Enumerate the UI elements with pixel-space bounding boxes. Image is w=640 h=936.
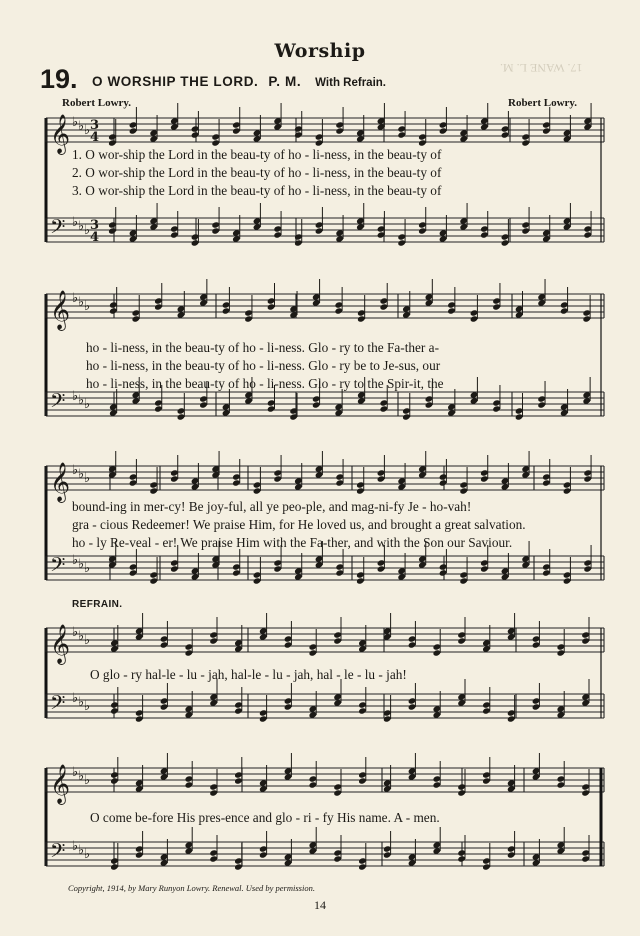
flat-icon: ♭ — [72, 389, 79, 404]
flat-icon: ♭ — [72, 691, 79, 706]
flat-icon: ♭ — [84, 123, 91, 138]
refrain-label: REFRAIN. — [72, 599, 123, 610]
flat-icon: ♭ — [78, 467, 85, 482]
time-signature: 4 — [90, 130, 100, 145]
page-number: 14 — [314, 898, 326, 912]
author-credit: Robert Lowry. — [62, 97, 132, 109]
flat-icon: ♭ — [78, 629, 85, 644]
treble-clef-icon: 𝄞 — [50, 624, 71, 664]
lyric-line: gra - cious Redeemer! We praise Him, for He loved us, and brought a great salvation. — [72, 517, 526, 532]
lyric-line: ho - li-ness, in the beau-ty of ho - li-ness. Glo - ry be to Je-sus, our — [86, 358, 441, 373]
flat-icon: ♭ — [72, 115, 79, 130]
flat-icon: ♭ — [78, 393, 85, 408]
flat-icon: ♭ — [84, 299, 91, 314]
bass-clef-icon: 𝄢 — [50, 215, 66, 243]
refrain-note: With Refrain. — [315, 77, 386, 89]
flat-icon: ♭ — [84, 847, 91, 862]
treble-clef-icon: 𝄞 — [50, 114, 71, 154]
bass-clef-icon: 𝄢 — [50, 389, 66, 417]
lyric-line: ho - ly Re-veal - er! We praise Him with the Fa-ther, and with the Son our Saviour. — [72, 535, 513, 550]
lyric-line: ho - li-ness, in the beau-ty of ho - li-ness. Glo - ry to the Spir-it, the — [86, 376, 444, 391]
flat-icon: ♭ — [84, 699, 91, 714]
lyric-line: O come be-fore His pres-ence and glo - ri - fy His name. A - men. — [90, 810, 440, 825]
section-heading: Worship — [274, 40, 366, 62]
flat-icon: ♭ — [72, 839, 79, 854]
lyric-line: ho - li-ness, in the beau-ty of ho - li-ness. Glo - ry to the Fa-ther a- — [86, 340, 440, 355]
hymn-title: O WORSHIP THE LORD. — [92, 74, 259, 89]
flat-icon: ♭ — [72, 553, 79, 568]
bass-clef-icon: 𝄢 — [50, 691, 66, 719]
hymn-number: 19. — [40, 64, 78, 94]
flat-icon: ♭ — [72, 463, 79, 478]
bass-clef-icon: 𝄢 — [50, 553, 66, 581]
flat-icon: ♭ — [72, 215, 79, 230]
time-signature: 3 — [90, 118, 100, 133]
flat-icon: ♭ — [84, 773, 91, 788]
lyric-line: bound-ing in mer-cy! Be joy-ful, all ye peo-ple, and mag-ni-fy Je - ho-vah! — [72, 499, 472, 514]
time-signature: 4 — [90, 230, 100, 245]
lyric-line: 3. O wor-ship the Lord in the beau-ty of ho - li-ness, in the beau-ty of — [72, 183, 442, 198]
bleed-through-text: 17. WANE L. M. — [500, 61, 583, 75]
lyric-line: 2. O wor-ship the Lord in the beau-ty of ho - li-ness, in the beau-ty of — [72, 165, 442, 180]
flat-icon: ♭ — [84, 471, 91, 486]
flat-icon: ♭ — [84, 397, 91, 412]
hymn-meter: P. M. — [268, 74, 302, 89]
flat-icon: ♭ — [72, 765, 79, 780]
flat-icon: ♭ — [84, 561, 91, 576]
bass-clef-icon: 𝄢 — [50, 839, 66, 867]
flat-icon: ♭ — [72, 291, 79, 306]
composer-credit: Robert Lowry. — [508, 97, 578, 109]
treble-clef-icon: 𝄞 — [50, 290, 71, 330]
flat-icon: ♭ — [84, 223, 91, 238]
flat-icon: ♭ — [78, 843, 85, 858]
lyric-line: 1. O wor-ship the Lord in the beau-ty of ho - li-ness, in the beau-ty of — [72, 147, 442, 162]
flat-icon: ♭ — [84, 633, 91, 648]
flat-icon: ♭ — [78, 295, 85, 310]
lyric-line: O glo - ry hal-le - lu - jah, hal-le - lu - jah, hal - le - lu - jah! — [90, 667, 407, 682]
flat-icon: ♭ — [72, 625, 79, 640]
flat-icon: ♭ — [78, 769, 85, 784]
flat-icon: ♭ — [78, 119, 85, 134]
flat-icon: ♭ — [78, 557, 85, 572]
flat-icon: ♭ — [78, 695, 85, 710]
copyright-notice: Copyright, 1914, by Mary Runyon Lowry. Renewal. Used by permission. — [68, 883, 315, 893]
treble-clef-icon: 𝄞 — [50, 764, 71, 804]
time-signature: 3 — [90, 218, 100, 233]
flat-icon: ♭ — [78, 219, 85, 234]
treble-clef-icon: 𝄞 — [50, 462, 71, 502]
